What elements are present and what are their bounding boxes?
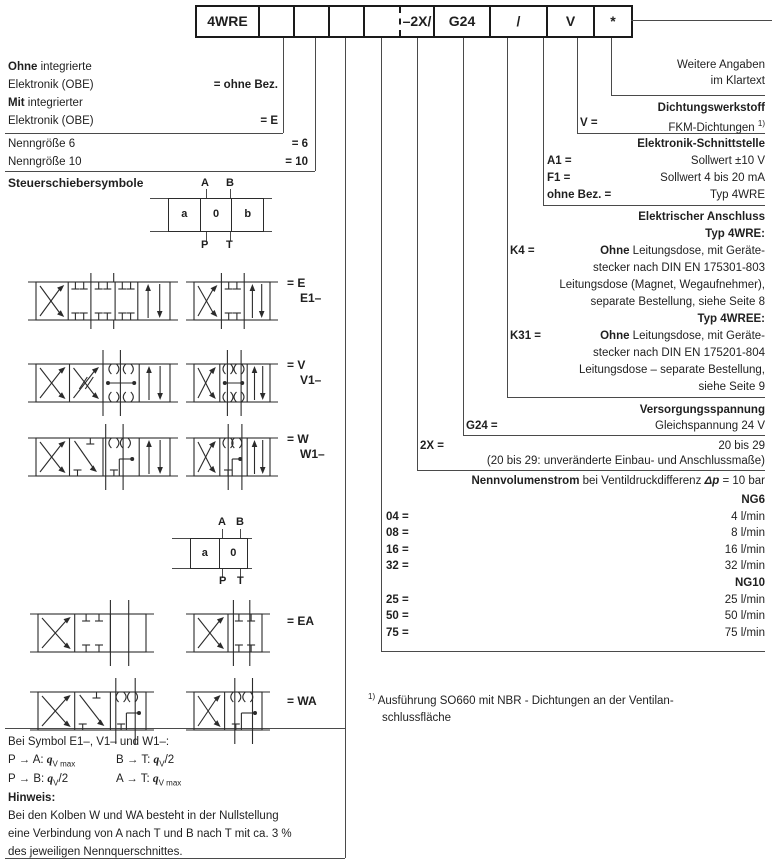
connector-line-series (417, 38, 418, 470)
position-b: b (244, 208, 252, 220)
code-cell-extra: * (610, 13, 616, 29)
rule-klartext (611, 95, 765, 96)
obe-code-e: = E (260, 115, 278, 127)
delta-p-symbol: Δp (704, 475, 720, 487)
position-box-2 (190, 538, 248, 569)
electrical-k4-line4: separate Bestellung, siehe Seite 8 (590, 296, 765, 308)
series-block (420, 439, 765, 469)
seal-row: V = FKM-Dichtungen $^{1)}$ (580, 117, 765, 134)
klartext-block (611, 57, 765, 89)
position-a: a (191, 539, 220, 568)
valve-symbol-v-detailed (28, 348, 178, 421)
flow-block (386, 492, 765, 641)
position-box-3 (168, 198, 264, 232)
flow-row-16: 16 = 16 l/min (386, 543, 765, 556)
obe-line2: Elektronik (OBE) = ohne Bez. (8, 76, 278, 94)
connector-line-interface (543, 38, 544, 205)
code-cell-connector: / (491, 7, 548, 36)
symbols-heading: Steuerschiebersymbole (8, 176, 144, 190)
electrical-k31-line3: Leitungsdose – separate Bestellung, (578, 364, 765, 376)
flow-row-04: 04 = 4 l/min (386, 510, 765, 523)
code-cell-voltage: G24 (435, 7, 491, 36)
top-right-rule (631, 20, 772, 21)
port-label-b-top: B (236, 516, 244, 528)
flow-ng6-label: NG6 (741, 494, 765, 506)
size-row-6: Nenngröße 6 = 6 (8, 138, 308, 150)
rule-series (417, 470, 765, 471)
seal-title: Dichtungswerkstoff (657, 102, 765, 114)
series-note: (20 bis 29: unveränderte Einbau- und Anschlussmaße) (486, 455, 765, 467)
port-label-p-bottom: P (201, 239, 209, 251)
flow-formula-row-2: P → B: $q_V/2$ A → T: $q_{V max}$ (8, 773, 182, 788)
rule-interface (543, 205, 765, 206)
port-tick (240, 529, 241, 538)
position-0: 0 (230, 547, 237, 559)
obe-block (8, 58, 278, 130)
supply-row: G24 = Gleichspannung 24 V (466, 420, 765, 432)
valve-symbol-e-simple (186, 266, 278, 339)
code-cell-obe (260, 7, 295, 36)
klartext-line-1: Weitere Angaben (676, 59, 765, 71)
flow-row-32: 32 = 32 l/min (386, 560, 765, 573)
hinweis-label: Hinweis: (8, 792, 56, 804)
electrical-type-4wree: Typ 4WREE: (697, 313, 765, 325)
electrical-k4-line3: Leitungsdose (Magnet, Wegaufnehmer), (559, 279, 765, 291)
footnote-block (368, 688, 768, 727)
ordering-code-box-row (195, 5, 633, 38)
port-tick (206, 189, 207, 198)
connector-line-size (315, 38, 316, 171)
code-cell-seal: V (548, 7, 595, 36)
valve-symbol-v-simple (186, 348, 278, 421)
symbol-label-w: = W W1– (287, 432, 325, 461)
flow-formula-row-1: P → A: $q_{V max}$ B → T: $q_V/2$ (8, 754, 175, 769)
footnote-line-1: $^{1)}$ Ausführung SO660 mit NBR - Dichtungen an der Ventilan- (368, 692, 674, 707)
electrical-k31-line4: siehe Seite 9 (698, 381, 765, 393)
valve-symbol-e-detailed (28, 266, 178, 339)
size-row-10: Nenngröße 10 = 10 (8, 156, 308, 168)
supply-title: Versorgungsspannung (639, 404, 765, 416)
valve-symbol-ea-simple (186, 598, 270, 671)
code-cell-series: –2X/ (401, 7, 435, 36)
flow-note-heading: Bei Symbol E1–, V1– und W1–: (8, 736, 170, 748)
interface-row-a1: A1 = Sollwert ±10 V (547, 155, 765, 167)
interface-block (547, 136, 765, 204)
port-tick (230, 189, 231, 198)
valve-symbol-ea-detailed (30, 598, 154, 671)
connector-line-seal (577, 38, 578, 133)
flow-ng10-label: NG10 (734, 576, 765, 589)
electrical-block (510, 209, 765, 396)
electrical-type-4wre: Typ 4WRE: (705, 228, 765, 240)
connector-line-electrical (507, 38, 508, 397)
code-cell-flow (365, 7, 401, 36)
position-a: a (169, 199, 201, 231)
connector-line-flow (381, 38, 382, 651)
obe-line1: Ohne integrierte (8, 61, 92, 73)
position-0: 0 (201, 199, 233, 231)
flow-row-08: 08 = 8 l/min (386, 527, 765, 540)
rule-flow (381, 651, 765, 652)
hinweis-line-2: eine Verbindung von A nach T und B nach T mit ca. 3 % (8, 828, 292, 840)
valve-symbol-w-detailed (28, 422, 178, 495)
connector-line-symbols (345, 38, 346, 858)
port-label-t-bottom: T (237, 575, 244, 587)
rule-size (5, 171, 315, 172)
interface-row-none: ohne Bez. = Typ 4WRE (547, 189, 765, 201)
supply-block (466, 402, 765, 434)
klartext-line-2: im Klartext (710, 75, 765, 87)
connector-line-obe (283, 38, 284, 133)
obe-line3: Mit integrierter (8, 97, 83, 109)
port-label-t-bottom: T (226, 239, 233, 251)
connector-line-voltage (463, 38, 464, 435)
seal-block (580, 101, 765, 134)
port-label-a-top: A (201, 177, 209, 189)
rule-voltage (463, 435, 765, 436)
code-cell-size (295, 7, 330, 36)
size-block (8, 135, 308, 171)
flow-row-25: 25 = 25 l/min (386, 593, 765, 606)
flow-note-block (8, 733, 340, 861)
hinweis-line-1: Bei den Kolben W und WA besteht in der Nullstellung (8, 810, 279, 822)
code-cell-symbol (330, 7, 365, 36)
flow-heading: Nennvolumenstrom bei Ventildruckdifferenz Δp = 10 bar (471, 475, 765, 487)
electrical-k31-line2: stecker nach DIN EN 175201-804 (593, 347, 765, 359)
symbol-label-ea: = EA (287, 614, 315, 628)
symbol-label-wa: = WA (287, 694, 317, 708)
symbol-label-v: = V V1– (287, 358, 322, 387)
flow-row-50: 50 = 50 l/min (386, 610, 765, 623)
rule-obe (5, 133, 283, 134)
valve-symbol-w-simple (186, 422, 278, 495)
electrical-row-k4: K4 = Ohne Leitungsdose, mit Geräte- (510, 245, 765, 257)
hinweis-line-3: des jeweiligen Nennquerschnittes. (8, 846, 183, 858)
series-row: 2X = 20 bis 29 (420, 440, 765, 452)
electrical-row-k31: K31 = Ohne Leitungsdose, mit Geräte- (510, 330, 765, 342)
rule-electrical (507, 397, 765, 398)
code-cell-type: 4WRE (197, 7, 260, 36)
port-tick (222, 529, 223, 538)
seal-code: V = (580, 117, 598, 129)
symbol-label-e: = E E1– (287, 276, 322, 305)
obe-line4: Elektronik (OBE) = E (8, 112, 278, 130)
port-label-b-top: B (226, 177, 234, 189)
interface-title: Elektronik-Schnittstelle (637, 138, 765, 150)
electrical-k4-line2: stecker nach DIN EN 175301-803 (593, 262, 765, 274)
interface-row-f1: F1 = Sollwert 4 bis 20 mA (547, 172, 765, 184)
obe-code-none: = ohne Bez. (213, 79, 278, 91)
footnote-line-2: schlussfläche (382, 711, 452, 724)
electrical-title: Elektrischer Anschluss (638, 211, 765, 223)
port-label-a-top: A (218, 516, 226, 528)
flow-row-75: 75 = 75 l/min (386, 626, 765, 639)
port-label-p-bottom: P (219, 575, 227, 587)
